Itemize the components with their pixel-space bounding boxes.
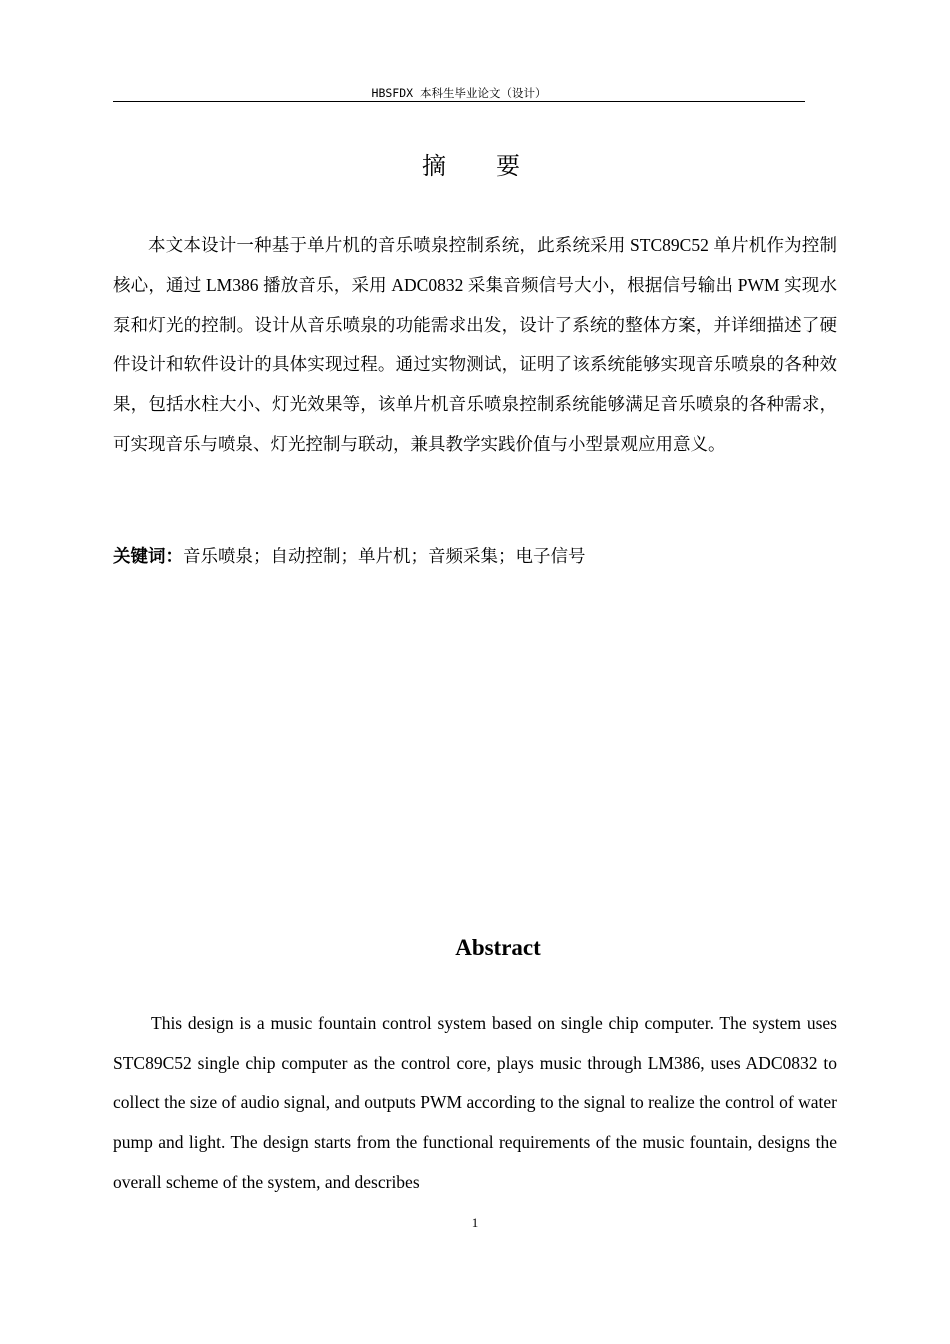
header-divider xyxy=(113,101,805,102)
page-number: 1 xyxy=(471,1215,479,1230)
keywords-line xyxy=(113,540,837,572)
chinese-abstract-title: 摘 要 xyxy=(422,154,542,180)
keywords-list: 音乐喷泉；自动控制；单片机；音频采集；电子信号 xyxy=(183,546,586,566)
english-abstract-body: This design is a music fountain control system based on single chip computer. The system uses STC89C52 single chip computer as the control core, plays music through LM386, uses ADC0832 to collect the size of audio signal, and outputs PWM according to the signal to realize the control of water pump and light. The design starts from the functional requirements of the music fountain, designs the overall scheme of the system, and describes xyxy=(113,1013,837,1192)
keywords-label: 关键词： xyxy=(113,546,183,566)
chinese-abstract-body: 本文本设计一种基于单片机的音乐喷泉控制系统，此系统采用 STC89C52 单片机作为控制核心，通过 LM386 播放音乐，采用 ADC0832 采集音频信号大小，根据信号输出 PWM 实现水泵和灯光的控制。设计从音乐喷泉的功能需求出发，设计了系统的整体方案，并详细描述了硬件设计和软件设计的具体实现过程。通过实物测试，证明了该系统能够实现音乐喷泉的各种效果，包括水柱大小、灯光效果等，该单片机音乐喷泉控制系统能够满足音乐喷泉的各种需求，可实现音乐与喷泉、灯光控制与联动，兼具教学实践价值与小型景观应用意义。 xyxy=(113,235,837,454)
english-abstract-title: Abstract xyxy=(455,935,541,960)
running-header: HBSFDX 本科生毕业论文（设计） xyxy=(371,86,547,100)
